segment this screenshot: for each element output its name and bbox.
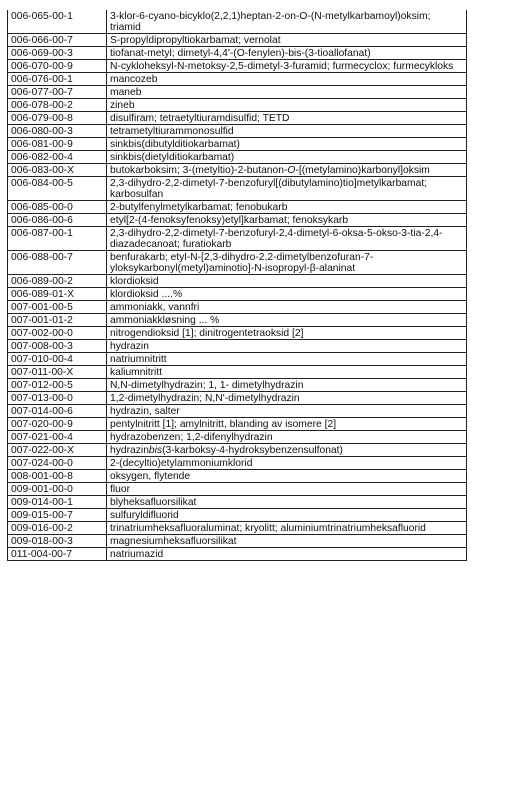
chemical-name: trinatriumheksafluoraluminat; kryolitt; aluminiumtrinatriumheksafluorid [110, 523, 426, 534]
table-row [8, 509, 467, 522]
chemical-name-cell [107, 201, 467, 214]
chemical-name-cell [107, 340, 467, 353]
table-row [8, 535, 467, 548]
chemical-name-cell [107, 251, 467, 275]
chemical-name-cell [107, 496, 467, 509]
table-row [8, 392, 467, 405]
table-row [8, 379, 467, 392]
chemical-name-cell [107, 60, 467, 73]
chemical-name-italic: bis [148, 445, 163, 456]
table-row [8, 251, 467, 275]
chemical-name: N-cykloheksyl-N-metoksy-2,5-dimetyl-3-furamid; furmecyclox; furmecykloks [110, 61, 454, 72]
chemical-name: N,N-dimetylhydrazin; 1, 1- dimetylhydrazin [110, 380, 304, 391]
table-row [8, 431, 467, 444]
chemical-name: natriumnitritt [110, 354, 167, 365]
chemical-name-cell [107, 509, 467, 522]
table-row [8, 177, 467, 201]
chemical-name-cell [107, 10, 467, 34]
chemical-name: maneb [110, 87, 142, 98]
index-number-cell: 006-080-00-3 [8, 125, 107, 138]
chemical-name: ammoniakkløsning ... % [110, 315, 220, 326]
table-row [8, 99, 467, 112]
table-row [8, 201, 467, 214]
index-number-cell: 006-083-00-X [8, 164, 107, 177]
chemical-name: sinkbis(dietylditiokarbamat) [110, 152, 235, 163]
table-row [8, 340, 467, 353]
chemical-name-cell [107, 177, 467, 201]
table-row [8, 164, 467, 177]
chemical-name-cell [107, 327, 467, 340]
index-number-cell: 009-001-00-0 [8, 483, 107, 496]
table-row [8, 112, 467, 125]
index-number-cell: 006-086-00-6 [8, 214, 107, 227]
chemical-name-cell [107, 457, 467, 470]
index-number-cell: 011-004-00-7 [8, 548, 107, 561]
chemical-name-cell [107, 366, 467, 379]
table-row [8, 301, 467, 314]
index-number-cell: 006-089-00-2 [8, 275, 107, 288]
chemical-name: tiofanat-metyl; dimetyl-4,4'-(O-fenylen)-bis-(3-tioallofanat) [110, 48, 371, 59]
table-row [8, 34, 467, 47]
chemical-name: hydrazobenzen; 1,2-difenylhydrazin [110, 432, 273, 443]
index-number-cell: 008-001-00-8 [8, 470, 107, 483]
table-row [8, 73, 467, 86]
table-row [8, 47, 467, 60]
chemical-name-cell [107, 405, 467, 418]
index-number-cell: 006-069-00-3 [8, 47, 107, 60]
table-row [8, 548, 467, 561]
index-number-cell: 007-002-00-0 [8, 327, 107, 340]
chemical-name: hydrazin, salter [110, 406, 180, 417]
table-row [8, 275, 467, 288]
table-row [8, 353, 467, 366]
chemical-name: nitrogendioksid [1]; dinitrogentetraoksid [2] [110, 328, 304, 339]
chemical-name-cell [107, 34, 467, 47]
chemical-name: sulfuryldifluorid [110, 510, 179, 521]
index-number-cell: 009-015-00-7 [8, 509, 107, 522]
index-number-cell: 007-008-00-3 [8, 340, 107, 353]
table-row [8, 418, 467, 431]
chemical-name: klordioksid [110, 276, 159, 287]
chemical-name: oksygen, flytende [110, 471, 191, 482]
chemical-name: S-propyldipropyltiokarbamat; vernolat [110, 35, 281, 46]
index-number-cell: 009-014-00-1 [8, 496, 107, 509]
chemical-name-cell [107, 112, 467, 125]
table-row [8, 483, 467, 496]
index-number-cell: 007-001-00-5 [8, 301, 107, 314]
table-row [8, 138, 467, 151]
chemical-name: 2-(decyltio)etylammoniumklorid [110, 458, 253, 469]
chemical-name-cell [107, 444, 467, 457]
chemical-name-cell [107, 47, 467, 60]
chemical-name-cell [107, 301, 467, 314]
chemical-name-cell [107, 431, 467, 444]
chemical-name-cell [107, 288, 467, 301]
table-row [8, 10, 467, 34]
chemical-name-cell [107, 522, 467, 535]
chemical-name: pentylnitritt [1]; amylnitritt, blanding av isomere [2] [110, 419, 337, 430]
chemical-name-cell [107, 125, 467, 138]
index-number-cell: 006-065-00-1 [8, 10, 107, 34]
chemical-name-cell [107, 164, 467, 177]
table-row [8, 444, 467, 457]
table-row [8, 288, 467, 301]
index-number-cell: 007-010-00-4 [8, 353, 107, 366]
index-number-cell: 006-078-00-2 [8, 99, 107, 112]
index-number-cell: 006-070-00-9 [8, 60, 107, 73]
index-number-cell: 007-013-00-0 [8, 392, 107, 405]
table-row [8, 327, 467, 340]
chemical-name: disulfiram; tetraetyltiuramdisulfid; TETD [110, 113, 290, 124]
chemical-name-cell [107, 99, 467, 112]
chemical-name: benfurakarb; etyl-N-[2,3-dihydro-2,2-dimetylbenzofuran-7-yloksykarbonyl(metyl)aminotio]-N-isopropyl-β-alaninat [110, 252, 374, 274]
chemical-name: hydrazin [110, 445, 149, 456]
table-row [8, 457, 467, 470]
table-row [8, 151, 467, 164]
chemical-name-cell [107, 73, 467, 86]
chemical-name: zineb [110, 100, 135, 111]
chemical-name-cell [107, 379, 467, 392]
chemical-name-rest: -[(metylamino)karbonyl]oksim [295, 165, 430, 176]
index-number-cell: 006-076-00-1 [8, 73, 107, 86]
index-number-cell: 007-021-00-4 [8, 431, 107, 444]
chemical-name-cell [107, 470, 467, 483]
substance-table-body [8, 10, 467, 561]
chemical-name-cell [107, 483, 467, 496]
chemical-name: tetrametyltiurammonosulfid [110, 126, 234, 137]
chemical-name-cell [107, 151, 467, 164]
index-number-cell: 006-081-00-9 [8, 138, 107, 151]
chemical-name: kaliumnitritt [110, 367, 163, 378]
table-row [8, 366, 467, 379]
chemical-name-rest: (3-karboksy-4-hydroksybenzensulfonat) [162, 445, 343, 456]
table-row [8, 314, 467, 327]
chemical-name-cell [107, 214, 467, 227]
table-row [8, 125, 467, 138]
table-row [8, 405, 467, 418]
chemical-name-cell [107, 86, 467, 99]
chemical-name: magnesiumheksafluorsilikat [110, 536, 237, 547]
index-number-cell: 006-085-00-0 [8, 201, 107, 214]
chemical-name: fluor [110, 484, 131, 495]
chemical-name-cell [107, 392, 467, 405]
chemical-name: 2,3-dihydro-2,2-dimetyl-7-benzofuryl-2,4-dimetyl-6-oksa-5-okso-3-tia-2,4-diazadecanoat; furatiokarb [110, 228, 443, 250]
chemical-name-cell [107, 314, 467, 327]
chemical-name-cell [107, 535, 467, 548]
chemical-name: klordioksid ....% [110, 289, 183, 300]
chemical-name: 2,3-dihydro-2,2-dimetyl-7-benzofuryl[(dibutylamino)tio]metylkarbamat; karbosulfan [110, 178, 428, 200]
index-number-cell: 009-016-00-2 [8, 522, 107, 535]
chemical-name: 1,2-dimetylhydrazin; N,N'-dimetylhydrazin [110, 393, 300, 404]
chemical-name: mancozeb [110, 74, 158, 85]
chemical-name: ammoniakk, vannfri [110, 302, 200, 313]
index-number-cell: 006-066-00-7 [8, 34, 107, 47]
chemical-name: hydrazin [110, 341, 149, 352]
chemical-name: 3-klor-6-cyano-bicyklo(2,2,1)heptan-2-on-O-(N-metylkarbamoyl)oksim; triamid [110, 11, 431, 33]
chemical-name-cell [107, 138, 467, 151]
chemical-name: butokarboksim; 3-(metyltio)-2-butanon- [110, 165, 288, 176]
table-row [8, 86, 467, 99]
chemical-name-cell [107, 353, 467, 366]
index-number-cell: 007-011-00-X [8, 366, 107, 379]
table-row [8, 60, 467, 73]
chemical-name: sinkbis(dibutylditiokarbamat) [110, 139, 240, 150]
table-row [8, 470, 467, 483]
index-number-cell: 007-001-01-2 [8, 314, 107, 327]
chemical-name: natriumazid [110, 549, 164, 560]
index-number-cell: 007-022-00-X [8, 444, 107, 457]
table-row [8, 522, 467, 535]
chemical-name-cell [107, 548, 467, 561]
table-row [8, 214, 467, 227]
chemical-name: blyheksafluorsilikat [110, 497, 197, 508]
index-number-cell: 007-024-00-0 [8, 457, 107, 470]
chemical-name: 2-butylfenylmetylkarbamat; fenobukarb [110, 202, 288, 213]
table-row [8, 227, 467, 251]
index-number-cell: 006-084-00-5 [8, 177, 107, 201]
index-number-cell: 007-020-00-9 [8, 418, 107, 431]
table-row [8, 496, 467, 509]
index-number-cell: 006-089-01-X [8, 288, 107, 301]
index-number-cell: 006-088-00-7 [8, 251, 107, 275]
index-number-cell: 007-014-00-6 [8, 405, 107, 418]
chemical-name: etyl[2-(4-fenoksyfenoksy)etyl]karbamat; fenoksykarb [110, 215, 349, 226]
index-number-cell: 009-018-00-3 [8, 535, 107, 548]
index-number-cell: 006-077-00-7 [8, 86, 107, 99]
chemical-name-cell [107, 227, 467, 251]
index-number-cell: 006-079-00-8 [8, 112, 107, 125]
chemical-name-cell [107, 418, 467, 431]
chemical-name-italic: O [287, 165, 296, 176]
index-number-cell: 007-012-00-5 [8, 379, 107, 392]
substance-table [7, 10, 467, 561]
index-number-cell: 006-082-00-4 [8, 151, 107, 164]
chemical-name-cell [107, 275, 467, 288]
index-number-cell: 006-087-00-1 [8, 227, 107, 251]
